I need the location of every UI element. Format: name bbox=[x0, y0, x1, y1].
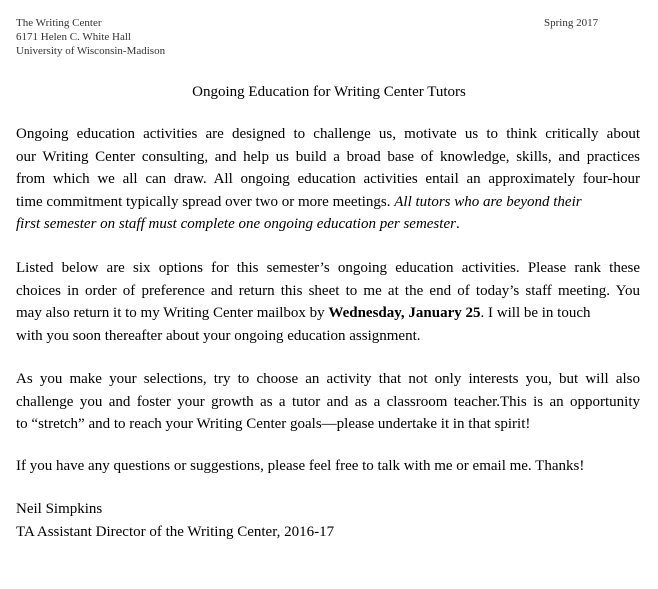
instructions-line-4: with you soon thereafter about your ongoing education assignment. bbox=[16, 327, 421, 344]
org-address: 6171 Helen C. White Hall bbox=[16, 31, 131, 43]
closing-paragraph bbox=[16, 455, 640, 478]
university-name: University of Wisconsin-Madison bbox=[16, 45, 166, 57]
signer-role: TA Assistant Director of the Writing Center, 2016-17 bbox=[16, 523, 335, 540]
signature-block bbox=[16, 498, 640, 543]
instructions-paragraph bbox=[16, 257, 640, 347]
closing-line: If you have any questions or suggestions, please feel free to talk with me or email me. Thanks! bbox=[16, 458, 585, 474]
intro-paragraph bbox=[16, 123, 640, 236]
instructions-line-3 bbox=[16, 302, 640, 325]
instructions-line-3-end: . I will be in touch bbox=[480, 305, 591, 321]
selection-line-2: challenge you and foster your growth as a tutor and as a classroom teacher.This is an opportunity bbox=[16, 393, 640, 410]
letterhead bbox=[16, 16, 165, 58]
org-name: The Writing Center bbox=[16, 17, 102, 29]
intro-line-1: Ongoing education activities are designed to challenge us, motivate us to think critically about bbox=[16, 126, 640, 142]
intro-line-4-text: time commitment typically spread over two or more meetings. bbox=[16, 193, 395, 210]
intro-line-5 bbox=[16, 213, 640, 236]
requirement-emphasis-start: All tutors who are beyond their bbox=[394, 193, 582, 210]
document-title: Ongoing Education for Writing Center Tutors bbox=[192, 84, 466, 100]
intro-line-4 bbox=[16, 191, 640, 214]
selection-line-1: As you make your selections, try to choose an activity that not only interests you, but will also bbox=[16, 371, 640, 387]
selection-paragraph bbox=[16, 368, 640, 436]
intro-line-3: from which we all can draw. All ongoing education activities entail an approximately four-hour bbox=[16, 171, 640, 187]
requirement-emphasis-end: first semester on staff must complete one ongoing education per semester bbox=[16, 216, 456, 232]
term-label: Spring 2017 bbox=[544, 17, 599, 29]
instructions-line-1: Listed below are six options for this semester’s ongoing education activities. Please rank these bbox=[16, 260, 640, 276]
intro-line-5-end: . bbox=[455, 216, 460, 232]
selection-line-3: to “stretch” and to reach your Writing Center goals—please undertake it in that spirit! bbox=[16, 416, 531, 432]
deadline-date: Wednesday, January 25 bbox=[328, 305, 481, 321]
signer-name: Neil Simpkins bbox=[16, 501, 103, 517]
intro-line-2: our Writing Center consulting, and help us build a broad base of knowledge, skills, and practices bbox=[16, 148, 640, 165]
instructions-line-3-text: may also return it to my Writing Center mailbox by bbox=[16, 305, 329, 321]
instructions-line-2: choices in order of preference and return this sheet to me at the end of today’s staff meeting. You bbox=[16, 282, 640, 299]
